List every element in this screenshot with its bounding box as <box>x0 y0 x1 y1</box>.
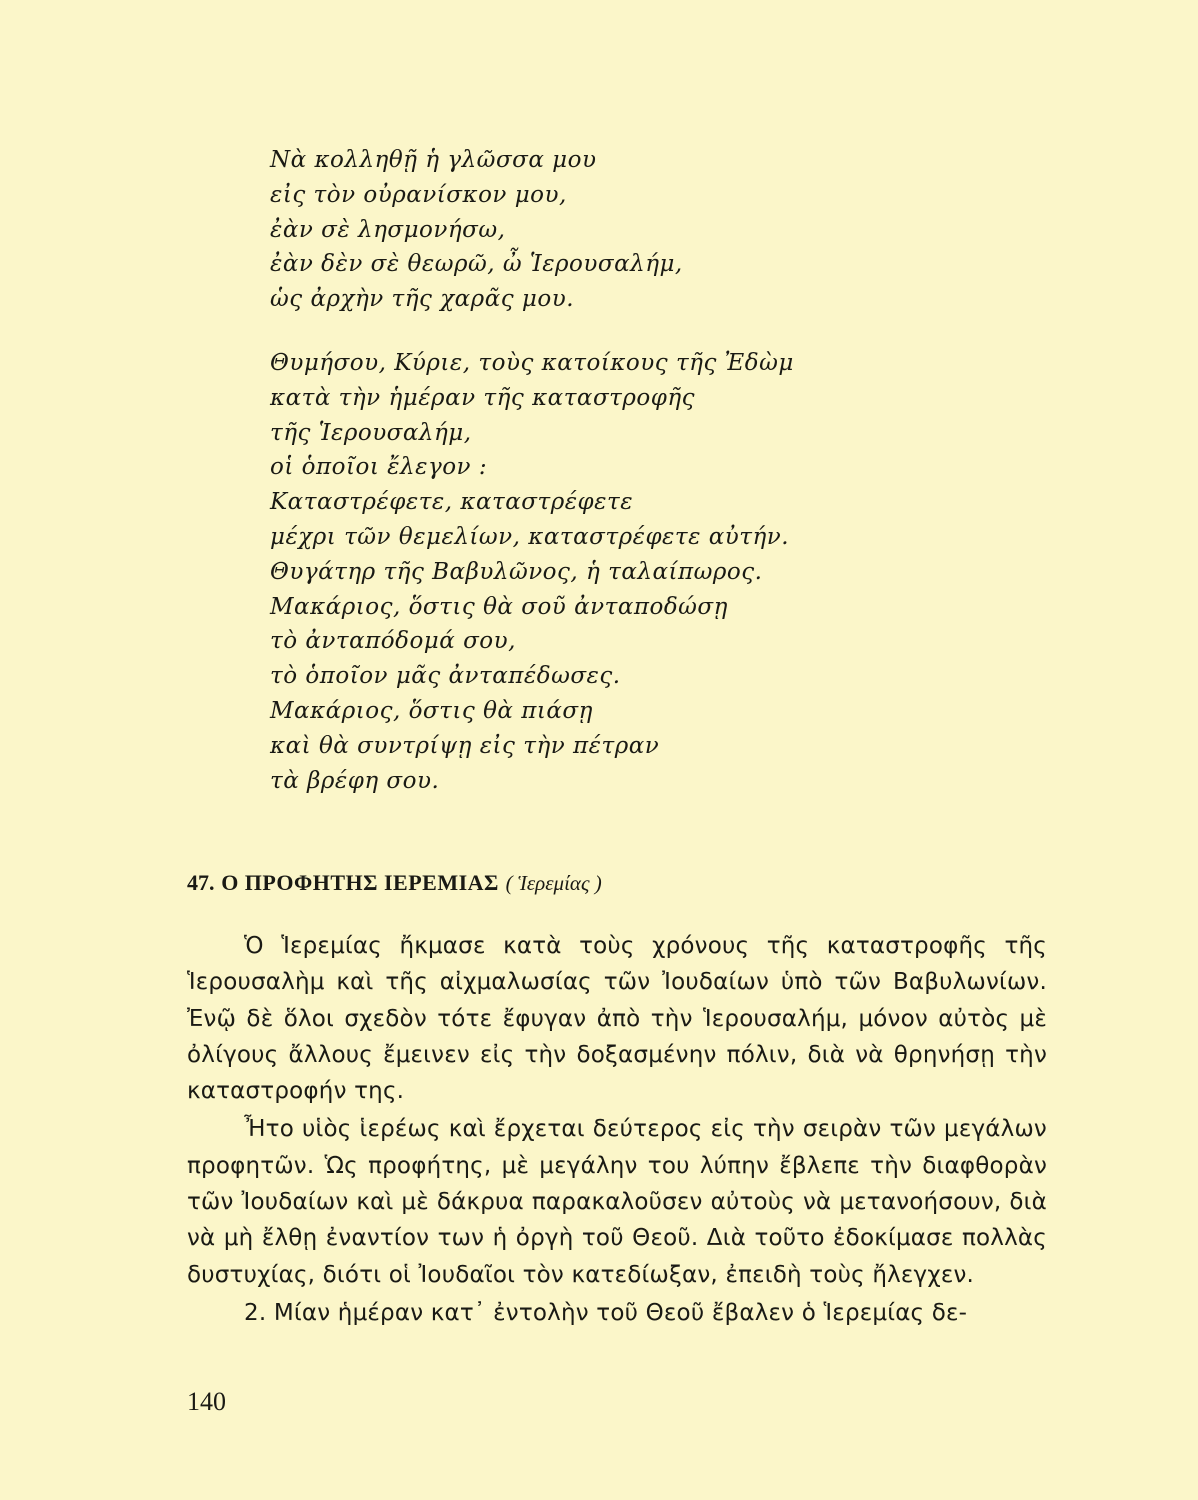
paragraph: Ἦτο υἱὸς ἱερέως καὶ ἔρχεται δεύτερος εἰς τὴν σειρὰν τῶν μεγάλων προφητῶν. Ὡς προφήτης, μὲ μεγάλην του λύπην ἔβλεπε τὴν διαφθορὰν τῶν Ἰουδαίων καὶ μὲ δάκρυα παρακαλοῦσεν αὐτοὺς νὰ μετανοήσουν, διὰ νὰ μὴ ἔλθῃ ἐναντίον των ἡ ὀργὴ τοῦ Θεοῦ. Διὰ τοῦτο ἐδοκίμασε πολλὰς δυστυχίας, διότι οἱ Ἰουδαῖοι τὸν κατεδίωξαν, ἐπειδὴ τοὺς ἤλεγχεν. <box>187 1116 1047 1288</box>
page-number: 140 <box>187 1387 226 1416</box>
poem-line: τὸ ὁποῖον μᾶς ἀνταπέδωσες. <box>270 663 621 690</box>
poem-line: καὶ θὰ συντρίψῃ εἰς τὴν πέτραν <box>270 732 660 759</box>
paragraph: 2. Μίαν ἡμέραν κατ᾽ ἐντολὴν τοῦ Θεοῦ ἔβαλεν ὁ Ἱερεμίας δε- <box>244 1299 968 1326</box>
poem-line: ἐὰν σὲ λησμονήσω, <box>270 216 506 243</box>
poem-line: ὡς ἀρχὴν τῆς χαρᾶς μου. <box>270 286 575 313</box>
poem-line: ἐὰν δὲν σὲ θεωρῶ, ὦ Ἱερουσαλήμ, <box>270 251 683 278</box>
section-number: 47. <box>187 870 215 895</box>
paragraph: Ὁ Ἱερεμίας ἤκμασε κατὰ τοὺς χρόνους τῆς καταστροφῆς τῆς Ἱερουσαλὴμ καὶ τῆς αἰχμαλωσίας τῶν Ἰουδαίων ὑπὸ τῶν Βαβυλωνίων. Ἐνῷ δὲ ὅλοι σχεδὸν τότε ἔφυγαν ἀπὸ τὴν Ἱερουσαλήμ, μόνον αὐτὸς μὲ ὀλίγους ἄλλους ἔμεινεν εἰς τὴν δοξασμένην πόλιν, διὰ νὰ θρηνήσῃ τὴν καταστροφήν της. <box>187 933 1047 1105</box>
poem-line: τῆς Ἱερουσαλήμ, <box>270 419 472 446</box>
poem-line: Μακάριος, ὅστις θὰ σοῦ ἀνταποδώσῃ <box>270 593 728 620</box>
section-heading <box>187 870 602 896</box>
section-title: Ο ΠΡΟΦΗΤΗΣ ΙΕΡΕΜΙΑΣ <box>221 870 499 895</box>
poem-line: Θυγάτηρ τῆς Βαβυλῶνος, ἡ ταλαίπωρος. <box>270 558 763 585</box>
poem-stanza <box>270 143 890 317</box>
poem-line: τὰ βρέφη σου. <box>270 767 440 794</box>
poem-line: Καταστρέφετε, καταστρέφετε <box>270 489 634 516</box>
poem-line: Μακάριος, ὅστις θὰ πιάσῃ <box>270 697 593 724</box>
poem-line: εἰς τὸν οὐρανίσκον μου, <box>270 181 567 208</box>
poem-line: Νὰ κολληθῇ ἡ γλῶσσα μου <box>270 147 597 173</box>
poem-line: κατὰ τὴν ἡμέραν τῆς καταστροφῆς <box>270 384 696 411</box>
poem-line: Θυμήσου, Κύριε, τοὺς κατοίκους τῆς Ἐδὼμ <box>270 349 794 376</box>
psalm-poem <box>270 143 890 798</box>
poem-line: οἱ ὁποῖοι ἔλεγον : <box>270 454 488 481</box>
poem-stanza <box>270 346 890 798</box>
poem-line: τὸ ἀνταπόδομά σου, <box>270 628 516 655</box>
section-subtitle: ( Ἱερεμίας ) <box>505 871 602 895</box>
body-text <box>187 928 1047 1331</box>
poem-line: μέχρι τῶν θεμελίων, καταστρέφετε αὐτήν. <box>270 523 790 550</box>
